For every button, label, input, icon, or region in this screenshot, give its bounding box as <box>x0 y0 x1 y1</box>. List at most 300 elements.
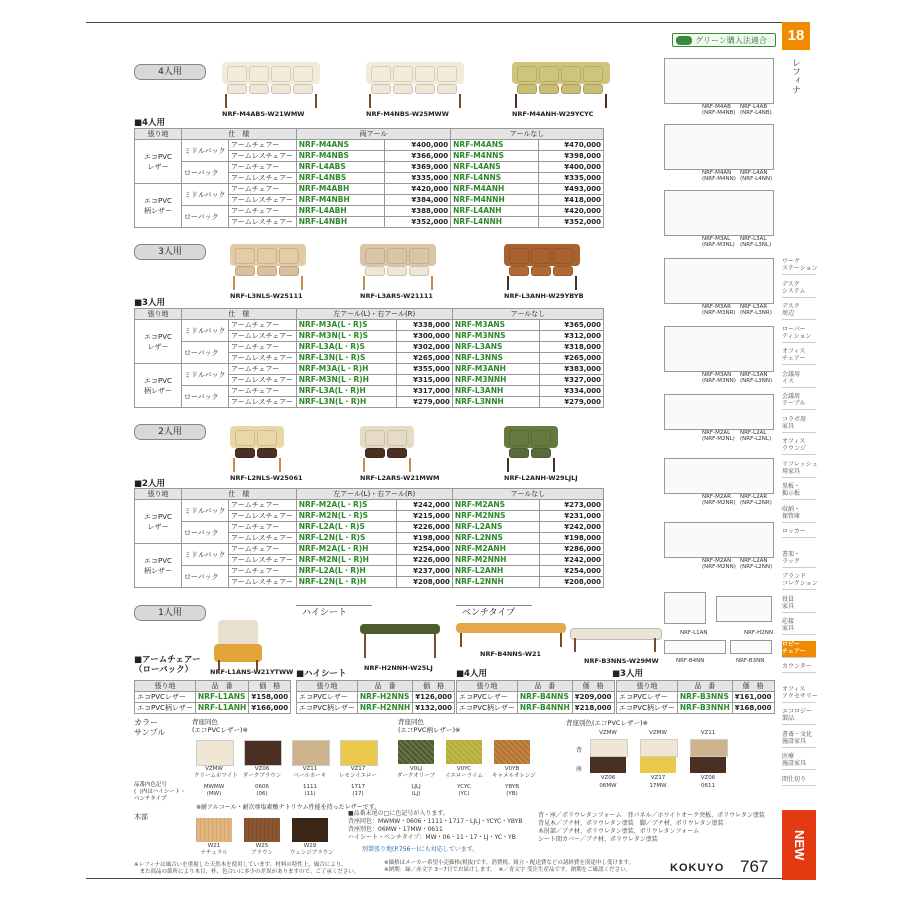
code-cell: NRF-M2NNS <box>452 511 539 522</box>
swatch-top-code: VZ11 <box>700 730 716 736</box>
bench3-subtitle: ■3人用 <box>612 669 643 679</box>
code-cell: NRF-L4NNH <box>451 217 539 228</box>
sofa-back-cushion <box>293 66 313 82</box>
price-cell: ¥366,000 <box>385 151 451 162</box>
code-cell: NRF-M3N(L・R)H <box>296 375 396 386</box>
code-cell: NRF-M2NNH <box>452 555 539 566</box>
table-cell: NRF-L1ANH <box>195 703 248 714</box>
sofa-seat-cushion <box>583 84 603 94</box>
code-cell: NRF-M4NBH <box>296 195 384 206</box>
spec-cell: アームレスチェアー <box>229 353 297 364</box>
sofa-seat-cushion <box>415 84 435 94</box>
table-row <box>135 500 604 511</box>
sidenav-item: 会議用 イス <box>782 371 816 388</box>
small-table-b4_table <box>456 680 615 714</box>
table-cell: ¥161,000 <box>732 692 774 703</box>
sidenav-item: 書斎・文化 施設家具 <box>782 731 816 748</box>
sofa-back-cushion <box>371 66 391 82</box>
price-cell: ¥254,000 <box>539 566 603 577</box>
diagram-label: NRF-L4AB (NRF-L4NB) <box>740 104 772 116</box>
sofa-back-cushion <box>531 248 551 264</box>
bench4-top <box>456 623 566 633</box>
brand-logo: KOKUYO <box>670 862 725 874</box>
price-cell: ¥315,000 <box>397 375 453 386</box>
bench-diagram <box>664 640 726 654</box>
price-cell: ¥400,000 <box>539 162 604 173</box>
wood-label: W21 ナチュラル <box>200 843 228 856</box>
code-cell: NRF-L4ABS <box>296 162 384 173</box>
code-cell: NRF-L2NNS <box>452 533 539 544</box>
back-type-cell: ミドルバック <box>182 140 229 162</box>
price-cell: ¥226,000 <box>397 555 453 566</box>
price-cell: ¥355,000 <box>397 364 453 375</box>
sofa-back-cushion <box>583 66 603 82</box>
sidenav-item: ロビー チェアー <box>782 641 816 658</box>
price-cell: ¥198,000 <box>397 533 453 544</box>
spec-cell: アームレスチェアー <box>229 511 297 522</box>
dimension-diagram <box>664 326 774 372</box>
table-header: 仕 様 <box>182 309 297 320</box>
sofa-back-cushion <box>257 430 277 446</box>
swatch-label: V0YC イエローライム <box>444 766 484 779</box>
spec-cell: アームレスチェアー <box>229 555 297 566</box>
swatch-sub: 17MW <box>649 783 667 789</box>
table-cell: NRF-B4NNH <box>517 703 572 714</box>
armchair-seat <box>214 644 262 662</box>
sofa-back-cushion <box>509 248 529 264</box>
section-3-subtitle: ■3人用 <box>134 298 165 308</box>
sidenav-item: 医療 施設家具 <box>782 753 816 770</box>
table-row <box>617 703 775 714</box>
table-header-row <box>135 489 604 500</box>
sofa-back-cushion <box>235 248 255 264</box>
sidenav-item: ブランド コレクション <box>782 573 816 590</box>
spec-cell: アームチェアー <box>229 522 297 533</box>
table-cell: ¥168,000 <box>732 703 774 714</box>
table-header: 仕 様 <box>182 489 297 500</box>
spec-cell: アームレスチェアー <box>229 331 297 342</box>
price-cell: ¥493,000 <box>539 184 604 195</box>
sofa-leg <box>233 276 235 290</box>
code-cell: NRF-M2A(L・R)H <box>296 544 396 555</box>
swatch-sub: 0606 (06) <box>255 784 269 797</box>
sidenav-item: 役員 家具 <box>782 596 816 613</box>
two-tone-top <box>590 739 628 757</box>
price-cell: ¥231,000 <box>539 511 603 522</box>
table-header: アールなし <box>452 309 603 320</box>
table-cell: エコPVC柄レザー <box>297 703 358 714</box>
spec-cell: アームレスチェアー <box>229 217 297 228</box>
back-type-cell: ミドルバック <box>182 544 229 566</box>
sofa-leg <box>507 458 509 472</box>
sofa-product-label: NRF-L3ARS-W21111 <box>360 292 433 300</box>
table-header: 張り地 <box>617 681 678 692</box>
sofa-seat-cushion <box>371 84 391 94</box>
diagram-label: NRF-L4AN (NRF-L4NN) <box>740 170 773 182</box>
bench4-leg <box>560 633 562 647</box>
sofa-seat-cushion <box>257 448 277 458</box>
sofa-leg <box>363 458 365 472</box>
spec-cell: アームチェアー <box>229 342 297 353</box>
price-cell: ¥273,000 <box>539 500 603 511</box>
sofa-leg <box>515 94 517 108</box>
table-row <box>297 681 455 692</box>
diagram-label: NRF-B3NN <box>736 658 765 664</box>
table-cell: エコPVCレザー <box>297 692 358 703</box>
sofa-seat-cushion <box>409 266 429 276</box>
section-bench-title: ベンチタイプ <box>456 605 532 620</box>
spec-cell: アームチェアー <box>229 364 297 375</box>
table-header: 品 番 <box>195 681 248 692</box>
footer-note-mid: ※価格はメーカー希望小売価格(税抜)です。消費税、組立・配送費などの諸経費を別途申し受けます。 ※納期：緑／赤文字 3～7日でお届けします。 ※／青文字 受注生産品です。納期をご確認ください。 <box>384 860 634 873</box>
table-header: 左アール(L)・右アール(R) <box>296 309 452 320</box>
upholstery-cell: エコPVC 柄レザー <box>135 544 182 588</box>
sofa-product-label: NRF-M4ABS-W21WMW <box>222 110 305 118</box>
swatch-sub: 0611 <box>701 783 715 789</box>
bench3-leg <box>574 638 576 652</box>
code-cell: NRF-M4NNS <box>451 151 539 162</box>
small-table-b3_table <box>616 680 775 714</box>
sofa-back-cushion <box>387 430 407 446</box>
section-1-title: 1人用 <box>134 605 206 621</box>
swatch-label: V0YB キャメルオレンジ <box>492 766 536 779</box>
sofa-seat-cushion <box>393 84 413 94</box>
price-cell: ¥388,000 <box>385 206 451 217</box>
sofa-seat-cushion <box>365 448 385 458</box>
sofa-seat-cushion <box>227 84 247 94</box>
sofa-back-cushion <box>365 248 385 264</box>
price-cell: ¥215,000 <box>397 511 453 522</box>
swatch-label: VZMW クリームホワイト <box>194 766 238 779</box>
code-cell: NRF-M2A(L・R)S <box>296 500 396 511</box>
table-cell: ¥158,000 <box>249 692 291 703</box>
spec-cell: アームレスチェアー <box>229 151 297 162</box>
footer-note-left: ※レフィナは風合いを重視した天然木を使用しています。材料の特性上、風合により、 また商品の箇所により木目、杯、色合いに多少の差異がありますので、ご了承ください。 <box>134 862 360 875</box>
sofa-seat-cushion <box>235 266 255 276</box>
swatch-label: VZ11 ベールカーキ <box>293 766 327 779</box>
sofa-leg <box>279 458 281 472</box>
code-cell: NRF-L2N(L・R)H <box>296 577 396 588</box>
price-cell: ¥384,000 <box>385 195 451 206</box>
dimension-diagram <box>664 394 774 430</box>
sidenav-item: 会議用 テーブル <box>782 393 816 410</box>
table-header: 価 格 <box>413 681 455 692</box>
sofa-back-cushion <box>279 248 299 264</box>
price-cell: ¥420,000 <box>385 184 451 195</box>
color-group-plain: 背座同色 (エコPVCレザー)※ <box>192 718 248 734</box>
sofa-leg <box>315 94 317 108</box>
code-cell: NRF-M2N(L・R)H <box>296 555 396 566</box>
sofa-leg <box>431 276 433 290</box>
table-cell: NRF-B4NNS <box>517 692 572 703</box>
bench4-subtitle: ■4人用 <box>456 669 487 679</box>
armchair-subtitle: ■アームチェアー （ローバック） <box>134 655 201 675</box>
seat-label: 座 <box>576 766 583 773</box>
sofa-seat-cushion <box>387 266 407 276</box>
code-cell: NRF-L3A(L・R)H <box>296 386 396 397</box>
pattern-swatch <box>494 740 530 764</box>
table-row <box>135 206 604 217</box>
color-swatch <box>196 740 234 766</box>
table-cell: ¥209,000 <box>572 692 614 703</box>
table-cell: エコPVCレザー <box>617 692 678 703</box>
price-cell: ¥198,000 <box>539 533 603 544</box>
sofa-leg <box>553 458 555 472</box>
spec-cell: アームチェアー <box>229 162 297 173</box>
bench-diagram <box>730 640 772 654</box>
table-row <box>297 703 455 714</box>
code-cell: NRF-L4NNS <box>451 173 539 184</box>
green-purchase-badge <box>672 33 776 47</box>
sofa-leg <box>369 94 371 108</box>
upholstery-cell: エコPVC レザー <box>135 500 182 544</box>
code-cell: NRF-L3N(L・R)S <box>296 353 396 364</box>
diagram-label: NRF-L2AL (NRF-L2NL) <box>740 430 772 442</box>
highseat-product: NRF-H2NNH-W25LJ <box>364 664 433 672</box>
dimension-diagram <box>664 458 774 494</box>
bench3-top <box>570 628 662 640</box>
price-cell: ¥335,000 <box>539 173 604 184</box>
table-header: 品 番 <box>517 681 572 692</box>
table-header: アールなし <box>451 129 604 140</box>
back-type-cell: ミドルバック <box>182 320 229 342</box>
code-cell: NRF-M3NNS <box>452 331 539 342</box>
sofa-product-label: NRF-L3ANH-W29YBYB <box>504 292 584 300</box>
diagram-label: NRF-M2AN (NRF-M2NN) <box>702 558 736 570</box>
sofa-seat-cushion <box>271 84 291 94</box>
back-type-cell: ローバック <box>182 522 229 544</box>
wood-swatch <box>244 818 280 842</box>
table-header: 両アール <box>296 129 450 140</box>
spec-cell: アームチェアー <box>229 184 297 195</box>
sofa-back-cushion <box>517 66 537 82</box>
sofa-seat-cushion <box>539 84 559 94</box>
diagram-label: NRF-L3AN (NRF-L3NN) <box>740 372 773 384</box>
sofa-back-cushion <box>437 66 457 82</box>
back-type-cell: ローバック <box>182 566 229 588</box>
code-cell: NRF-M4ANS <box>296 140 384 151</box>
color-swatch <box>292 740 330 766</box>
sofa-back-cushion <box>539 66 559 82</box>
sidenav-item: 間仕切り <box>782 776 816 786</box>
wood-swatch <box>292 818 328 842</box>
sofa-seat-cushion <box>509 266 529 276</box>
sofa-seat-cushion <box>279 266 299 276</box>
sidenav-item: オフィス チェアー <box>782 348 816 365</box>
spec-cell: アームレスチェアー <box>229 577 297 588</box>
code-cell: NRF-M4NNH <box>451 195 539 206</box>
table-header-row <box>135 309 604 320</box>
sofa-back-cushion <box>409 248 429 264</box>
small-table-high_table <box>296 680 455 714</box>
sofa-back-cushion <box>387 248 407 264</box>
sidenav-item: デスク 周辺 <box>782 303 816 320</box>
table-cell: ¥132,000 <box>413 703 455 714</box>
back-type-cell: ミドルバック <box>182 500 229 522</box>
dimension-diagram <box>664 522 774 558</box>
table-header: 左アール(L)・右アール(R) <box>296 489 452 500</box>
spec-cell: アームチェアー <box>229 500 297 511</box>
code-cell: NRF-M3N(L・R)S <box>296 331 396 342</box>
table-header: 品 番 <box>677 681 732 692</box>
price-cell: ¥400,000 <box>385 140 451 151</box>
spec-cell: アームチェアー <box>229 386 297 397</box>
section-3-title: 3人用 <box>134 244 206 260</box>
code-cell: NRF-L3A(L・R)S <box>296 342 396 353</box>
sofa-leg <box>233 458 235 472</box>
table-header: 張り地 <box>457 681 518 692</box>
wood-title: 木部 <box>134 813 148 821</box>
sofa-seat-cushion <box>257 266 277 276</box>
wood-swatch <box>196 818 232 842</box>
sofa-seat-cushion <box>387 448 407 458</box>
code-cell: NRF-M3A(L・R)S <box>296 320 396 331</box>
spec-cell: アームレスチェアー <box>229 397 297 408</box>
spec-cell: アームレスチェアー <box>229 195 297 206</box>
table-header: 張り地 <box>297 681 358 692</box>
diagram-label: NRF-L1AN <box>680 630 708 636</box>
price-cell: ¥286,000 <box>539 544 603 555</box>
sidenav-item: デスク システム <box>782 281 816 298</box>
spec-cell: アームレスチェアー <box>229 375 297 386</box>
table-cell: NRF-B3NNH <box>677 703 732 714</box>
price-table-two <box>134 488 604 588</box>
code-cell: NRF-L3ANH <box>452 386 539 397</box>
sofa-seat-cushion <box>365 266 385 276</box>
table-row <box>135 703 291 714</box>
code-cell: NRF-M3NNH <box>452 375 539 386</box>
table-row <box>135 692 291 703</box>
price-cell: ¥237,000 <box>397 566 453 577</box>
sofa-back-cushion <box>561 66 581 82</box>
table-cell: NRF-H2NNS <box>357 692 412 703</box>
diagram-label: NRF-M3AN (NRF-M3NN) <box>702 372 736 384</box>
table-row <box>617 692 775 703</box>
price-cell: ¥418,000 <box>539 195 604 206</box>
price-cell: ¥242,000 <box>539 522 603 533</box>
price-cell: ¥470,000 <box>539 140 604 151</box>
table-row <box>135 522 604 533</box>
sofa-back-cushion <box>415 66 435 82</box>
table-row <box>135 162 604 173</box>
sofa-seat-cushion <box>531 448 551 458</box>
code-cell: NRF-M2ANS <box>452 500 539 511</box>
sidenav-item: ワーク ステーション <box>782 258 816 275</box>
sofa-leg <box>605 94 607 108</box>
sofa-leg <box>409 458 411 472</box>
diagram-label: NRF-L2AN (NRF-L2NN) <box>740 558 773 570</box>
table-row <box>135 681 291 692</box>
wood-label: W25 ブラウン <box>250 843 273 856</box>
table-row <box>457 692 615 703</box>
price-cell: ¥317,000 <box>397 386 453 397</box>
sidenav-item: 収納・ 保管庫 <box>782 506 816 523</box>
sidenav-item: ロッカー <box>782 528 816 538</box>
sofa-seat-cushion <box>437 84 457 94</box>
back-type-cell: ミドルバック <box>182 184 229 206</box>
diagram-label: NRF-M2AR (NRF-M2NR) <box>702 494 736 506</box>
dimension-diagram <box>664 58 774 104</box>
table-row <box>297 692 455 703</box>
table-cell: エコPVCレザー <box>135 692 196 703</box>
color-code-note: ■品番末尾の□に色記号が入ります。 背座同色：MWMW・0606・1111・1717・LJLJ・YCYC・YBYB 背座別色：06MW・17MW・0611 ハイシート・ベンチタイプ：MW・06・11・17・LJ・YC・YB <box>348 810 523 841</box>
code-cell: NRF-L2A(L・R)S <box>296 522 396 533</box>
upholstery-cell: エコPVC 柄レザー <box>135 364 182 408</box>
highseat-leg <box>434 634 436 658</box>
spec-cell: アームチェアー <box>229 544 297 555</box>
price-cell: ¥242,000 <box>539 555 603 566</box>
swatch-sub: 1717 (17) <box>351 784 365 797</box>
upholstery-cell: エコPVC レザー <box>135 140 182 184</box>
swatch-bottom-code: VZ06 <box>600 775 616 781</box>
table-header-row <box>135 129 604 140</box>
color-group-pattern: 背座同色 (エコPVC柄レザー)※ <box>398 718 461 734</box>
diagram-label: NRF-M3AL (NRF-M3NL) <box>702 236 735 248</box>
back-type-cell: ローバック <box>182 206 229 228</box>
spec-cell: アームチェアー <box>229 320 297 331</box>
dimension-diagram <box>664 258 774 304</box>
spec-cell: アームレスチェアー <box>229 173 297 184</box>
table-row <box>135 320 604 331</box>
dimension-diagram <box>664 190 774 236</box>
table-row <box>135 140 604 151</box>
code-cell: NRF-L2NNH <box>452 577 539 588</box>
small-table-one_table <box>134 680 291 714</box>
table-row <box>135 386 604 397</box>
highseat-diagram <box>716 596 772 622</box>
table-cell: エコPVC柄レザー <box>617 703 678 714</box>
price-cell: ¥208,000 <box>397 577 453 588</box>
bench3-leg <box>654 638 656 652</box>
back-type-cell: ミドルバック <box>182 364 229 386</box>
sofa-leg <box>301 276 303 290</box>
code-cell: NRF-L4NBS <box>296 173 384 184</box>
materials-note: 背・座／ポリウレタンフォーム 背パネル／ホワイトオーク突板、ポリウレタン塗装 背見木／ブナ材、ポリウレタン塗装 脚／ブナ材、ポリウレタン塗装 木肘部／ブナ材、ポリウレタン塗装、ポリウレタンフォーム シート間カバー／ブナ材、ポリウレタン塗装 <box>538 812 765 843</box>
code-cell: NRF-M4ANH <box>451 184 539 195</box>
sofa-seat-cushion <box>517 84 537 94</box>
sofa-product-label: NRF-L2ARS-W21MWM <box>360 474 440 482</box>
price-cell: ¥300,000 <box>397 331 453 342</box>
swatch-bottom-code: VZ17 <box>650 775 666 781</box>
table-cell: エコPVCレザー <box>457 692 518 703</box>
code-cell: NRF-L4ANH <box>451 206 539 217</box>
price-cell: ¥302,000 <box>397 342 453 353</box>
table-cell: NRF-H2NNH <box>357 703 412 714</box>
table-row <box>457 703 615 714</box>
price-cell: ¥265,000 <box>539 353 603 364</box>
swatch-sub: YCYC (YC) <box>457 784 471 797</box>
code-cell: NRF-L4NBH <box>296 217 384 228</box>
price-cell: ¥318,000 <box>539 342 603 353</box>
sidenav-item: ローパー ティション <box>782 326 816 343</box>
flame-note: ※耐アルコール・耐次亜塩素酸ナトリウム性能を持ったレザーです。 <box>196 804 381 811</box>
swatch-sub: YBYB (YB) <box>505 784 519 797</box>
code-cell: NRF-L2ANS <box>452 522 539 533</box>
table-row <box>135 566 604 577</box>
code-cell: NRF-M2N(L・R)S <box>296 511 396 522</box>
sofa-back-cushion <box>553 248 573 264</box>
section-2-title: 2人用 <box>134 424 206 440</box>
diagram-label: NRF-L3AR (NRF-L3NR) <box>740 304 772 316</box>
diagram-label: NRF-H2NN <box>744 630 773 636</box>
sidenav-item: リフレッシュ 用家具 <box>782 461 816 478</box>
two-tone-top <box>640 739 678 757</box>
table-row <box>135 364 604 375</box>
code-cell: NRF-L3N(L・R)H <box>296 397 396 408</box>
price-cell: ¥335,000 <box>385 173 451 184</box>
sidenav-item: エコロジー 製品 <box>782 708 816 725</box>
code-cell: NRF-L2A(L・R)H <box>296 566 396 577</box>
